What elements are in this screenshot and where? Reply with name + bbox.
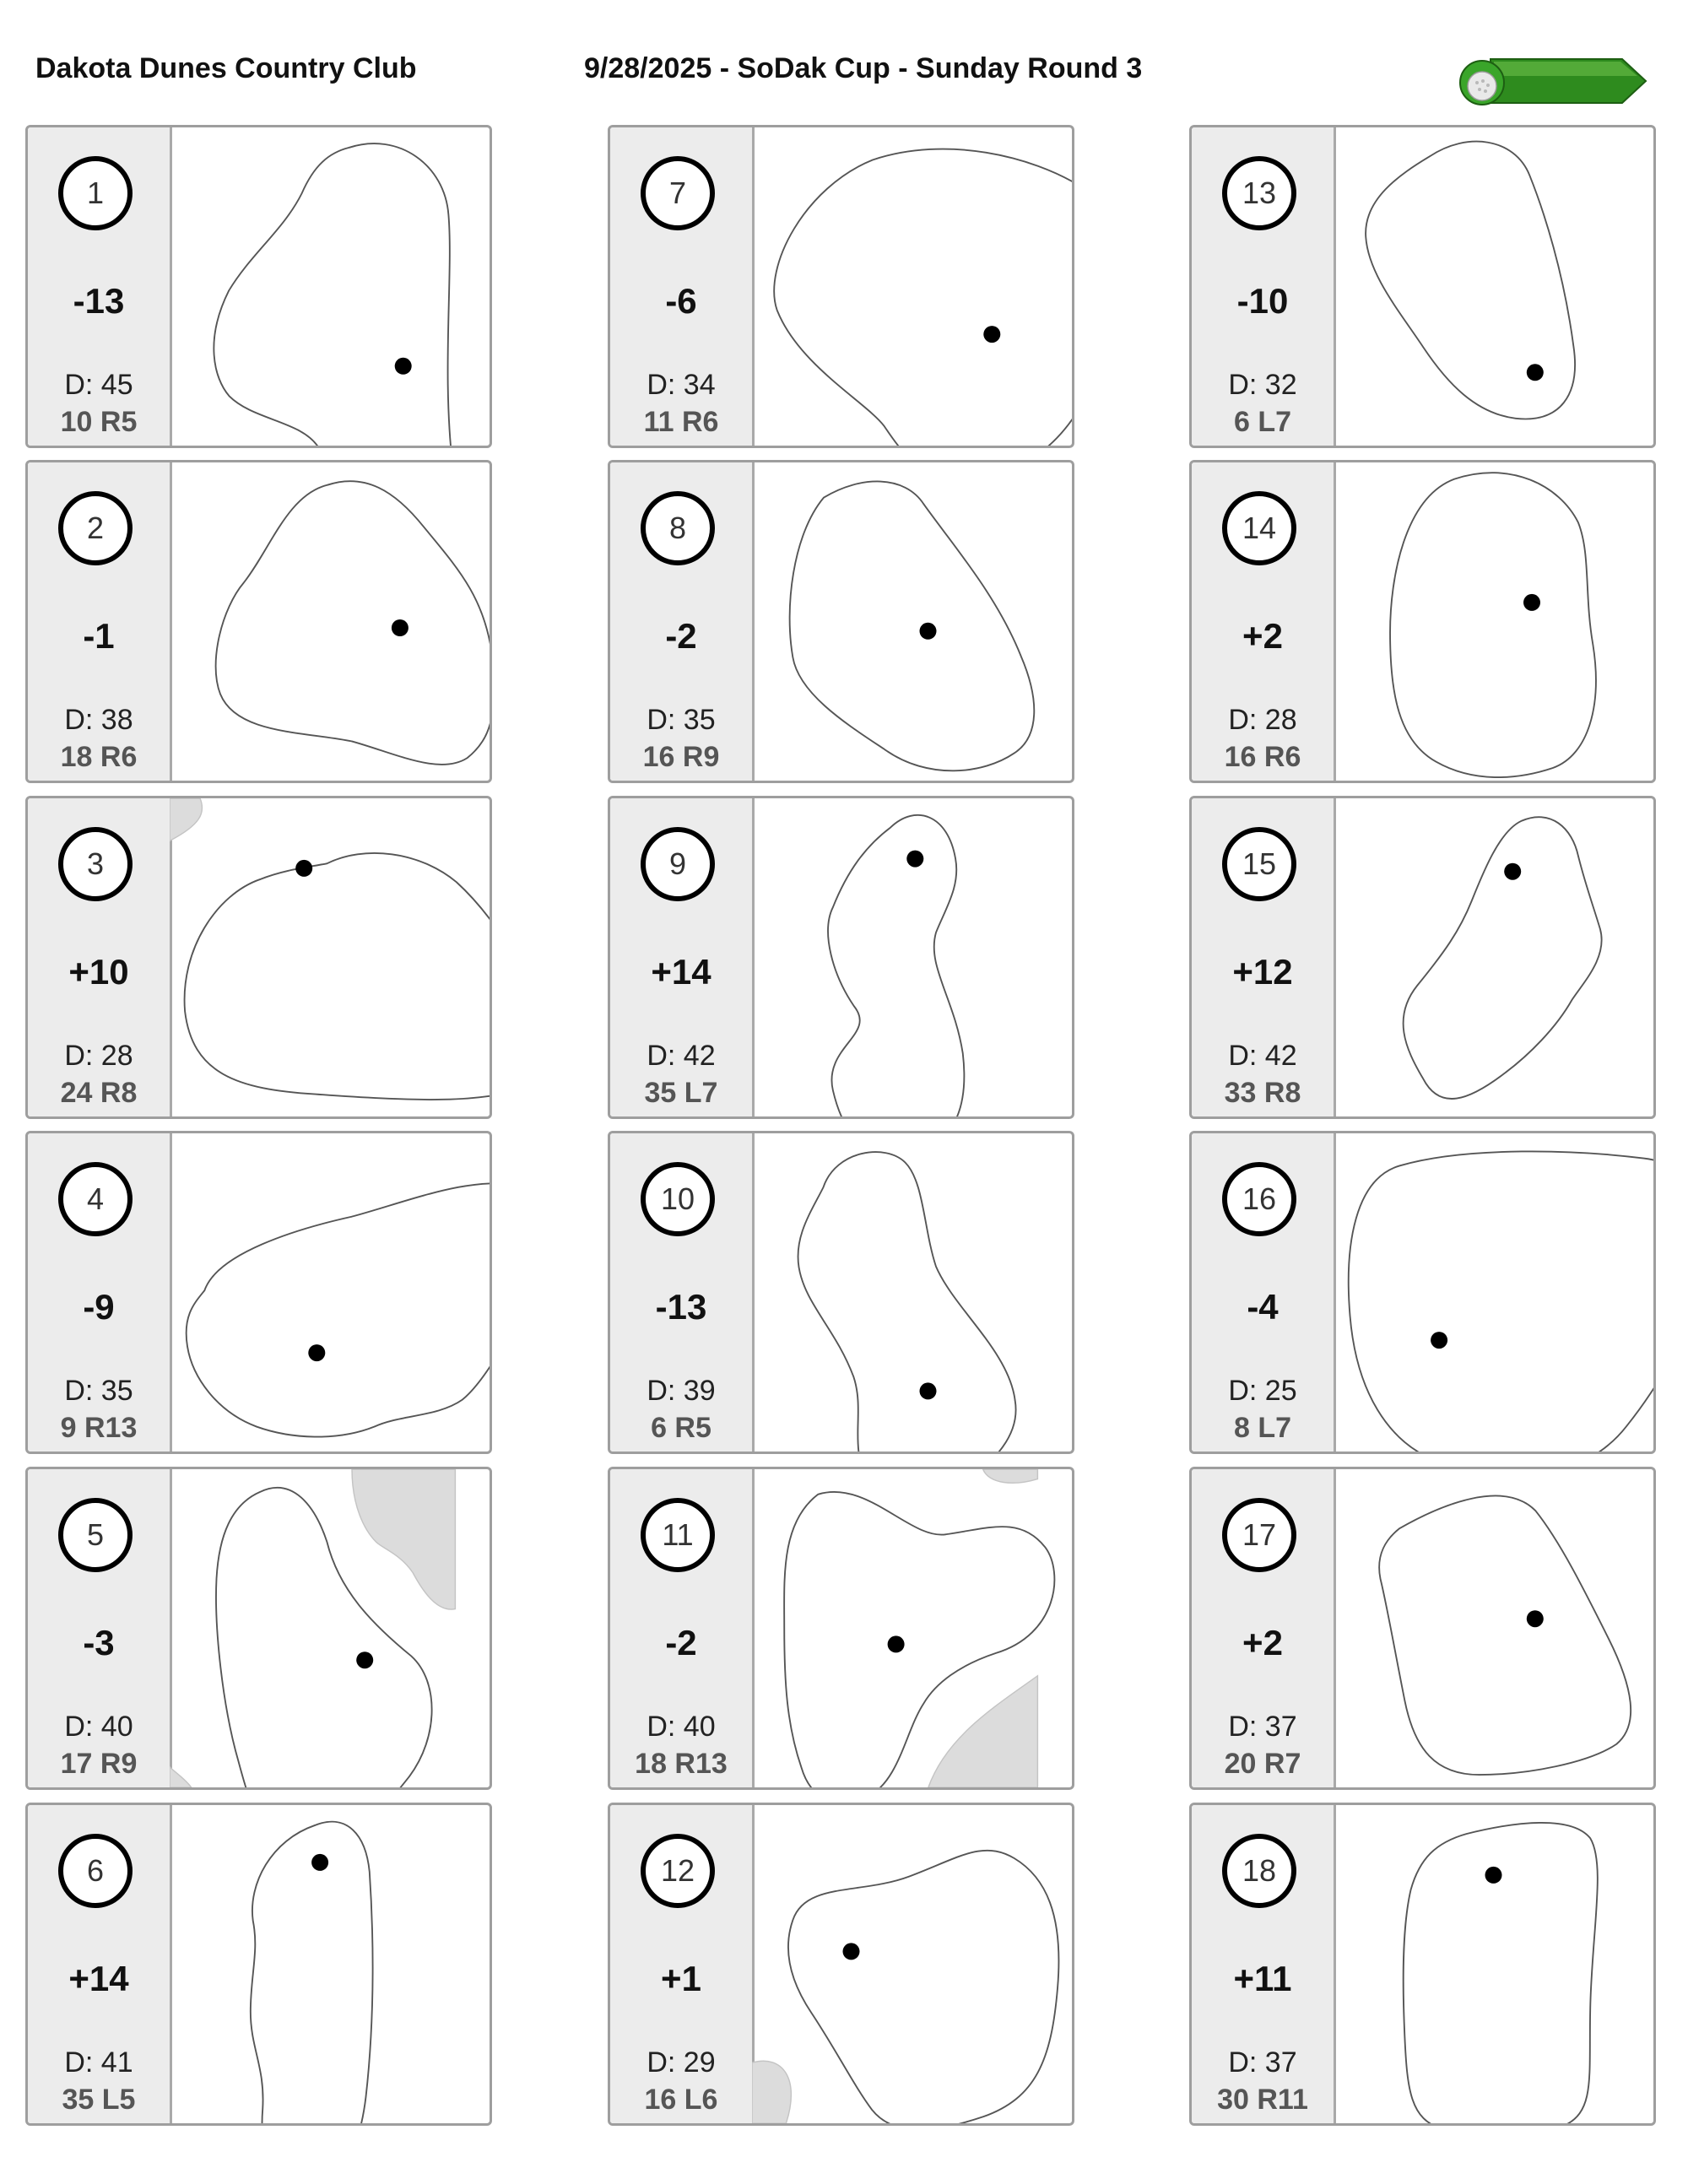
pin-location: 10 R5 xyxy=(60,406,138,438)
green-depth: D: 40 xyxy=(64,1711,133,1743)
hole-slope: +2 xyxy=(1242,1623,1283,1662)
pin-location: 16 R6 xyxy=(1224,741,1301,773)
hazard-area xyxy=(752,2061,791,2123)
hole-info-panel xyxy=(1192,798,1336,1116)
pin-marker xyxy=(1527,1610,1544,1627)
green-depth: D: 41 xyxy=(64,2046,133,2079)
green-diagram xyxy=(752,798,1072,1116)
hole-card xyxy=(25,1803,492,2126)
hole-slope: +1 xyxy=(661,1959,701,1998)
green-diagram xyxy=(1334,1469,1653,1787)
hole-slope: -6 xyxy=(665,281,697,321)
hole-card xyxy=(1189,1467,1656,1790)
hole-slope: +14 xyxy=(68,1959,129,1998)
pin-location: 33 R8 xyxy=(1224,1077,1301,1109)
hole-slope: +2 xyxy=(1242,616,1283,656)
pin-location: 16 L6 xyxy=(644,2084,718,2116)
green-depth: D: 29 xyxy=(647,2046,716,2079)
green-surface xyxy=(800,1154,1014,1451)
green-surface xyxy=(792,484,1032,770)
pin-marker xyxy=(888,1635,905,1652)
hole-info-panel xyxy=(28,462,172,781)
hole-number: 16 xyxy=(1222,1162,1296,1236)
pin-location: 6 R5 xyxy=(651,1412,711,1444)
pin-marker xyxy=(295,860,312,877)
hole-card xyxy=(608,1131,1074,1454)
hole-info-panel xyxy=(1192,462,1336,781)
hole-info-panel xyxy=(28,127,172,446)
hole-card xyxy=(608,796,1074,1119)
hole-info-panel xyxy=(610,798,755,1116)
hole-card xyxy=(1189,1803,1656,2126)
hole-card xyxy=(608,125,1074,448)
hole-info-panel xyxy=(610,1133,755,1451)
stracka-line-logo xyxy=(1457,49,1647,108)
hole-slope: -4 xyxy=(1247,1287,1279,1327)
hole-slope: -13 xyxy=(73,281,125,321)
green-surface xyxy=(830,817,962,1116)
green-depth: D: 28 xyxy=(64,1040,133,1072)
hole-number: 8 xyxy=(641,491,715,565)
green-diagram xyxy=(170,127,490,446)
hole-card xyxy=(1189,796,1656,1119)
hole-card xyxy=(25,1467,492,1790)
hole-card xyxy=(25,460,492,783)
green-surface xyxy=(188,1185,490,1435)
hazard-area xyxy=(170,1767,192,1787)
hole-card xyxy=(608,1467,1074,1790)
hazard-area xyxy=(928,1676,1038,1787)
green-depth: D: 34 xyxy=(647,369,716,401)
green-depth: D: 39 xyxy=(647,1375,716,1407)
green-diagram xyxy=(1334,798,1653,1116)
hole-number: 9 xyxy=(641,827,715,901)
pin-marker xyxy=(1523,594,1540,611)
hole-slope: -9 xyxy=(83,1287,115,1327)
green-surface xyxy=(1405,819,1600,1097)
hazard-area xyxy=(352,1469,455,1609)
green-depth: D: 35 xyxy=(64,1375,133,1407)
pin-location: 35 L7 xyxy=(644,1077,718,1109)
pin-marker xyxy=(906,851,923,868)
hole-info-panel xyxy=(28,1469,172,1787)
green-diagram xyxy=(1334,1805,1653,2123)
hole-card xyxy=(25,125,492,448)
hole-slope: +11 xyxy=(1233,1959,1292,1998)
green-depth: D: 25 xyxy=(1228,1375,1297,1407)
pin-location: 17 R9 xyxy=(60,1748,138,1780)
pin-marker xyxy=(311,1854,328,1871)
green-surface xyxy=(218,483,490,763)
green-diagram xyxy=(1334,127,1653,446)
pin-location: 20 R7 xyxy=(1224,1748,1301,1780)
pin-marker xyxy=(920,1382,937,1399)
hole-number: 11 xyxy=(641,1498,715,1572)
hole-slope: -1 xyxy=(83,616,115,656)
green-depth: D: 40 xyxy=(647,1711,716,1743)
hole-info-panel xyxy=(28,1133,172,1451)
green-depth: D: 37 xyxy=(1228,2046,1297,2079)
course-name: Dakota Dunes Country Club xyxy=(35,52,417,84)
green-diagram xyxy=(1334,462,1653,781)
pin-marker xyxy=(308,1344,325,1361)
green-depth: D: 35 xyxy=(647,704,716,736)
hole-number: 5 xyxy=(58,1498,133,1572)
hole-number: 14 xyxy=(1222,491,1296,565)
pin-location: 30 R11 xyxy=(1217,2084,1308,2116)
hole-number: 18 xyxy=(1222,1834,1296,1908)
hole-card xyxy=(608,460,1074,783)
hole-slope: -3 xyxy=(83,1623,115,1662)
pin-location: 35 L5 xyxy=(62,2084,136,2116)
green-diagram xyxy=(752,462,1072,781)
hole-slope: +14 xyxy=(651,952,711,992)
hole-number: 6 xyxy=(58,1834,133,1908)
green-diagram xyxy=(170,1133,490,1451)
green-diagram xyxy=(170,1805,490,2123)
green-surface xyxy=(1405,1825,1596,2123)
hole-info-panel xyxy=(610,462,755,781)
hole-info-panel xyxy=(28,798,172,1116)
event-title: 9/28/2025 - SoDak Cup - Sunday Round 3 xyxy=(584,52,1143,84)
green-depth: D: 38 xyxy=(64,704,133,736)
green-surface xyxy=(1381,1498,1629,1773)
hole-card xyxy=(25,1131,492,1454)
pin-location: 18 R13 xyxy=(635,1748,728,1780)
hole-number: 17 xyxy=(1222,1498,1296,1572)
hole-card xyxy=(1189,125,1656,448)
hole-number: 15 xyxy=(1222,827,1296,901)
green-depth: D: 28 xyxy=(1228,704,1297,736)
hole-info-panel xyxy=(1192,1805,1336,2123)
green-surface xyxy=(187,855,490,1098)
pin-location: 18 R6 xyxy=(60,741,138,773)
hole-card xyxy=(1189,460,1656,783)
pin-location: 6 L7 xyxy=(1233,406,1292,438)
pin-marker xyxy=(1504,863,1521,880)
hole-number: 10 xyxy=(641,1162,715,1236)
pin-location: 9 R13 xyxy=(60,1412,138,1444)
green-diagram xyxy=(752,127,1072,446)
pin-location: 24 R8 xyxy=(60,1077,138,1109)
hole-card xyxy=(608,1803,1074,2126)
hole-card xyxy=(25,796,492,1119)
hole-number: 12 xyxy=(641,1834,715,1908)
green-depth: D: 37 xyxy=(1228,1711,1297,1743)
green-surface xyxy=(252,1824,371,2123)
green-diagram xyxy=(752,1133,1072,1451)
hole-slope: -2 xyxy=(665,616,697,656)
green-diagram xyxy=(1334,1133,1653,1451)
hole-info-panel xyxy=(610,1805,755,2123)
hole-info-panel xyxy=(1192,1133,1336,1451)
pin-marker xyxy=(1485,1867,1502,1884)
hole-slope: -13 xyxy=(655,1287,707,1327)
green-diagram xyxy=(170,1469,490,1787)
pin-location: 16 R9 xyxy=(642,741,720,773)
hole-slope: +12 xyxy=(1232,952,1293,992)
hole-number: 3 xyxy=(58,827,133,901)
pin-marker xyxy=(1431,1332,1447,1349)
pin-marker xyxy=(920,623,937,640)
hole-info-panel xyxy=(28,1805,172,2123)
green-diagram xyxy=(752,1805,1072,2123)
green-surface xyxy=(1392,474,1594,776)
pin-marker xyxy=(395,358,412,375)
hole-card xyxy=(1189,1131,1656,1454)
hazard-area xyxy=(983,1469,1038,1483)
hole-slope: -10 xyxy=(1236,281,1289,321)
hole-number: 13 xyxy=(1222,156,1296,230)
green-depth: D: 42 xyxy=(647,1040,716,1072)
hole-number: 2 xyxy=(58,491,133,565)
pin-marker xyxy=(392,619,408,636)
pin-location: 11 R6 xyxy=(643,406,719,438)
hole-info-panel xyxy=(610,1469,755,1787)
green-diagram xyxy=(170,462,490,781)
pin-marker xyxy=(1527,364,1544,381)
hole-number: 7 xyxy=(641,156,715,230)
pin-location: 8 L7 xyxy=(1233,1412,1292,1444)
green-depth: D: 42 xyxy=(1228,1040,1297,1072)
hole-slope: -2 xyxy=(665,1623,697,1662)
hole-number: 4 xyxy=(58,1162,133,1236)
hole-number: 1 xyxy=(58,156,133,230)
green-surface xyxy=(1350,1154,1653,1451)
hole-info-panel xyxy=(610,127,755,446)
hole-info-panel xyxy=(1192,1469,1336,1787)
green-diagram xyxy=(752,1469,1072,1787)
pin-marker xyxy=(983,326,1000,343)
hole-info-panel xyxy=(1192,127,1336,446)
pin-marker xyxy=(843,1943,860,1960)
hole-slope: +10 xyxy=(68,952,129,992)
green-surface xyxy=(215,145,452,446)
green-depth: D: 32 xyxy=(1228,369,1297,401)
pin-marker xyxy=(356,1652,373,1668)
green-diagram xyxy=(170,798,490,1116)
hazard-area xyxy=(170,798,203,841)
green-depth: D: 45 xyxy=(64,369,133,401)
